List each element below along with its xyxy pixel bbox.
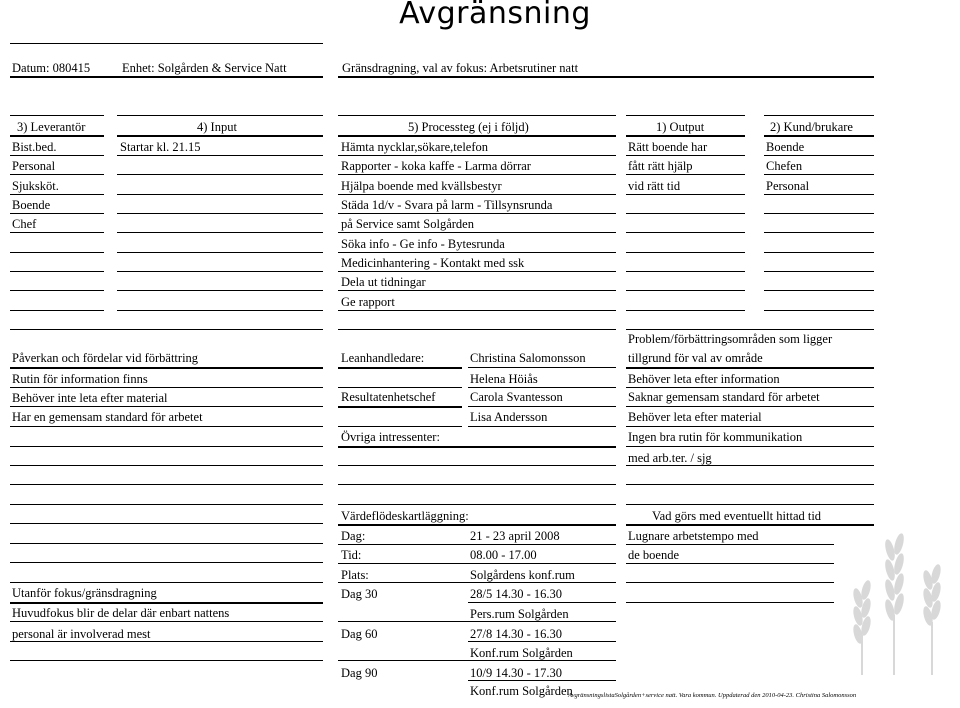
divider [626, 544, 834, 545]
divider [117, 194, 323, 195]
divider [10, 660, 323, 661]
divider [338, 524, 616, 526]
divider [338, 310, 616, 311]
divider [10, 543, 323, 544]
team-member: Lisa Andersson [470, 410, 548, 424]
tid-heading: Vad görs med eventuellt hittad tid [652, 509, 822, 523]
ovriga-intressenter: Övriga intressenter: [341, 430, 440, 444]
divider [117, 271, 323, 272]
leverantor-item: Sjuksköt. [12, 179, 59, 193]
leverantor-item: Boende [12, 198, 51, 212]
divider [338, 465, 616, 466]
divider [338, 232, 616, 233]
divider [626, 465, 874, 466]
divider [764, 310, 874, 311]
process-item: på Service samt Solgården [341, 217, 474, 231]
divider [10, 465, 323, 466]
divider [764, 174, 874, 175]
vsm-label: Dag 90 [341, 666, 378, 680]
vsm-label: Dag: [341, 529, 366, 543]
kund-item: Chefen [766, 159, 803, 173]
utanfor-item: Huvudfokus blir de delar där enbart nattens [12, 606, 230, 620]
divider [10, 271, 104, 272]
divider [338, 213, 616, 214]
problem-item: Ingen bra rutin för kommunikation [628, 430, 803, 444]
divider [10, 406, 323, 407]
divider [626, 310, 745, 311]
divider [338, 115, 616, 116]
vsm-heading: Värdeflödeskartläggning: [341, 509, 469, 523]
utanfor-heading: Utanför fokus/gränsdragning [12, 586, 157, 600]
divider [626, 582, 834, 583]
divider [338, 155, 616, 156]
divider [10, 367, 323, 369]
divider [338, 426, 462, 427]
divider [626, 329, 874, 330]
leverantor-item: Personal [12, 159, 56, 173]
vsm-value: 21 - 23 april 2008 [470, 529, 560, 543]
divider [338, 387, 462, 388]
enhet-text: Enhet: Solgården & Service Natt [122, 61, 287, 75]
divider [468, 367, 616, 368]
process-item: Dela ut tidningar [341, 275, 426, 289]
paverkan-item: Rutin för information finns [12, 372, 148, 386]
divider [626, 135, 745, 137]
utanfor-item: personal är involverad mest [12, 627, 151, 641]
divider [626, 426, 874, 427]
vsm-label: Tid: [341, 548, 362, 562]
divider [626, 524, 874, 526]
process-heading: 5) Processteg (ej i följd) [408, 120, 529, 134]
vsm-label: Plats: [341, 568, 369, 582]
divider [10, 329, 323, 330]
output-item: vid rätt tid [628, 179, 681, 193]
leverantor-heading: 3) Leverantör [17, 120, 86, 134]
problem-item: med arb.ter. / sjg [628, 451, 712, 465]
kund-item: Personal [766, 179, 810, 193]
divider [468, 641, 616, 642]
vsm-value: Konf.rum Solgården [470, 646, 573, 660]
divider [468, 426, 616, 427]
divider [117, 174, 323, 175]
output-item: fått rätt hjälp [628, 159, 693, 173]
divider [626, 602, 834, 603]
process-item: Städa 1d/v - Svara på larm - Tillsynsrunda [341, 198, 553, 212]
leverantor-item: Bist.bed. [12, 140, 57, 154]
vsm-label: Dag 30 [341, 587, 378, 601]
process-item: Ge rapport [341, 295, 395, 309]
process-item: Rapporter - koka kaffe - Larma dörrar [341, 159, 531, 173]
vsm-value: Konf.rum Solgården [470, 684, 573, 698]
tid-item: Lugnare arbetstempo med [628, 529, 759, 543]
divider [10, 115, 104, 116]
problem-item: Saknar gemensam standard för arbetet [628, 390, 820, 404]
divider [117, 252, 323, 253]
divider [338, 271, 616, 272]
divider [10, 213, 104, 214]
divider [117, 213, 323, 214]
team-member: Helena Höiås [470, 372, 538, 386]
divider [10, 523, 323, 524]
divider [626, 252, 745, 253]
divider [626, 155, 745, 156]
divider [10, 252, 104, 253]
divider [626, 484, 874, 485]
divider [10, 426, 323, 427]
vsm-label: Dag 60 [341, 627, 378, 641]
process-item: Hämta nycklar,sökare,telefon [341, 140, 489, 154]
divider [10, 562, 323, 563]
divider [10, 446, 323, 447]
tid-item: de boende [628, 548, 680, 562]
leanhandledare-name: Christina Salomonsson [470, 351, 586, 365]
vsm-value: 27/8 14.30 - 16.30 [470, 627, 563, 641]
divider [10, 194, 104, 195]
problem-heading: tillgrund för val av område [628, 351, 763, 365]
vsm-value: 28/5 14.30 - 16.30 [470, 587, 563, 601]
divider [338, 504, 616, 505]
divider [764, 115, 874, 116]
divider [338, 76, 874, 78]
divider [626, 115, 745, 116]
leanhandledare-label: Leanhandledare: [341, 351, 425, 365]
problem-item: Behöver leta efter material [628, 410, 762, 424]
divider [468, 387, 616, 388]
divider [338, 621, 616, 622]
divider [10, 76, 323, 78]
divider [626, 271, 745, 272]
divider [626, 563, 834, 564]
paverkan-item: Behöver inte leta efter material [12, 391, 168, 405]
divider [10, 484, 323, 485]
divider [338, 290, 616, 291]
output-item: Rätt boende har [628, 140, 708, 154]
divider [626, 290, 745, 291]
divider [10, 174, 104, 175]
problem-item: Behöver leta efter information [628, 372, 780, 386]
divider [338, 194, 616, 195]
divider [764, 155, 874, 156]
divider [10, 621, 323, 622]
vsm-value: 08.00 - 17.00 [470, 548, 537, 562]
divider [338, 660, 616, 661]
divider [338, 446, 616, 448]
divider [338, 174, 616, 175]
divider [117, 135, 323, 137]
divider [626, 504, 874, 505]
divider [764, 252, 874, 253]
divider [10, 43, 323, 44]
divider [338, 582, 616, 583]
divider [338, 252, 616, 253]
wheat-watermark [848, 530, 948, 680]
divider [764, 135, 874, 137]
divider [338, 406, 462, 408]
divider [764, 290, 874, 291]
divider [764, 271, 874, 272]
divider [10, 504, 323, 505]
divider [626, 174, 745, 175]
divider [764, 194, 874, 195]
divider [626, 406, 874, 407]
leverantor-item: Chef [12, 217, 37, 231]
footer-text: AvgränsningslistaSolgården+service natt. Vara kommun. Uppdaterad den 2010-04-23. Christina Salomonsson [568, 692, 857, 699]
divider [468, 602, 616, 603]
input-item: Startar kl. 21.15 [120, 140, 201, 154]
problem-heading: Problem/förbättringsområden som ligger [628, 332, 833, 346]
divider [338, 367, 462, 369]
divider [10, 135, 104, 137]
datum-text: Datum: 080415 [12, 61, 91, 75]
divider [626, 194, 745, 195]
resultatenhetschef-label: Resultatenhetschef [341, 390, 436, 404]
divider [10, 290, 104, 291]
divider [117, 115, 323, 116]
divider [468, 406, 616, 407]
divider [117, 290, 323, 291]
output-heading: 1) Output [656, 120, 705, 134]
process-item: Söka info - Ge info - Bytesrunda [341, 237, 505, 251]
process-item: Medicinhantering - Kontakt med ssk [341, 256, 525, 270]
divider [117, 155, 323, 156]
divider [626, 213, 745, 214]
paverkan-item: Har en gemensam standard för arbetet [12, 410, 203, 424]
divider [626, 387, 874, 388]
paverkan-heading: Påverkan och fördelar vid förbättring [12, 351, 199, 365]
divider [338, 484, 616, 485]
kund-item: Boende [766, 140, 805, 154]
divider [626, 446, 874, 447]
vsm-value: Pers.rum Solgården [470, 607, 569, 621]
divider [468, 680, 616, 681]
divider [10, 232, 104, 233]
divider [338, 329, 616, 330]
divider [338, 544, 616, 545]
divider [117, 310, 323, 311]
gransdragning-text: Gränsdragning, val av fokus: Arbetsrutiner natt [342, 61, 579, 75]
vsm-value: Solgårdens konf.rum [470, 568, 575, 582]
divider [626, 367, 874, 369]
divider [626, 232, 745, 233]
divider [10, 387, 323, 388]
process-item: Hjälpa boende med kvällsbestyr [341, 179, 502, 193]
resultatenhetschef-name: Carola Svantesson [470, 390, 563, 404]
divider [338, 563, 616, 564]
divider [10, 582, 323, 583]
divider [117, 232, 323, 233]
page-title: Avgränsning [399, 0, 591, 31]
divider [10, 155, 104, 156]
divider [10, 641, 323, 642]
kund-heading: 2) Kund/brukare [770, 120, 853, 134]
divider [764, 232, 874, 233]
divider [10, 310, 104, 311]
vsm-value: 10/9 14.30 - 17.30 [470, 666, 563, 680]
divider [764, 213, 874, 214]
divider [338, 135, 616, 137]
divider [10, 602, 323, 604]
input-heading: 4) Input [197, 120, 237, 134]
